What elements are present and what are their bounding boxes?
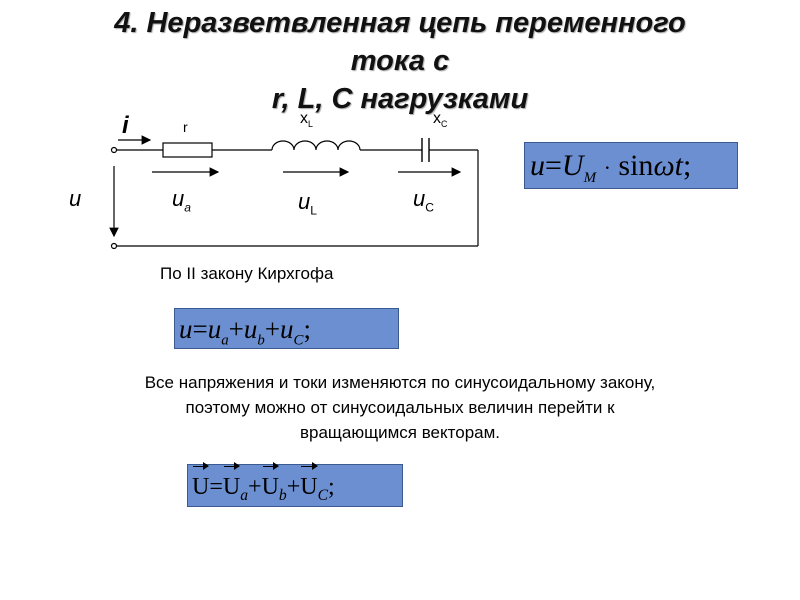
current-label: i [122, 112, 129, 139]
f2-u3: u [280, 314, 294, 344]
f2-s3: C [293, 332, 304, 349]
formula-vectors [187, 464, 403, 507]
f1-t: t [674, 149, 683, 182]
explanation-paragraph [30, 370, 770, 445]
terminal-bottom [112, 244, 117, 249]
f1-sin: sin [618, 149, 654, 182]
f3-end: ; [328, 474, 335, 500]
paragraph-line-1: Все напряжения и токи изменяются по синусоидальному закону, [144, 373, 656, 392]
f1-eq: = [545, 149, 562, 182]
inductor-label-main: x [300, 110, 308, 127]
f2-end: ; [303, 314, 311, 344]
f2-u1: u [207, 314, 222, 344]
f1-dot: · [603, 155, 611, 180]
resistor [163, 143, 212, 157]
f3-eq: = [209, 474, 223, 500]
voltage-a-label [172, 186, 191, 214]
inductor-label-sub: L [308, 119, 313, 130]
f1-u: u [530, 149, 545, 182]
title-line-3: r, L, C нагрузками [271, 83, 529, 115]
voltage-L-main: u [298, 189, 311, 214]
voltage-L-sub: L [310, 203, 317, 218]
f3-vec-U: U [192, 465, 209, 509]
f1-Usub: M [583, 170, 597, 186]
f1-end: ; [682, 149, 692, 182]
voltage-C-sub: C [425, 200, 434, 215]
paragraph-line-3: вращающимся векторам. [299, 423, 501, 442]
f2-plus1: + [228, 314, 244, 344]
voltage-a-sub: a [184, 200, 191, 215]
voltage-L-label [298, 189, 317, 217]
f2-s1: a [221, 332, 229, 349]
f2-plus2: + [264, 314, 281, 344]
capacitor-label-sub: C [441, 119, 448, 130]
title-line-1: 4. Неразветвленная цепь переменного [114, 7, 686, 39]
f3-vec-U2: U [262, 465, 279, 509]
f3-s2: b [278, 486, 287, 504]
f1-U: U [561, 149, 584, 182]
f2-s2: b [257, 332, 265, 349]
f3-s3: C [317, 486, 329, 504]
formula-kirchhoff [174, 308, 399, 349]
voltage-C-label [413, 186, 434, 214]
f1-omega: ω [653, 149, 675, 182]
f2-u: u [179, 314, 193, 344]
source-voltage-label: u [69, 186, 82, 211]
capacitor-label-main: x [433, 110, 441, 127]
f3-vec-U1: U [223, 465, 240, 509]
paragraph-line-2: поэтому можно от синусоидальных величин перейти к [185, 398, 615, 417]
f2-u2: u [243, 314, 258, 344]
f3-plus1: + [248, 474, 262, 500]
kirchhoff-caption: По II закону Кирхгофа [160, 264, 334, 283]
inductor [272, 141, 360, 150]
f3-plus2: + [286, 474, 301, 500]
formula-source-voltage [524, 142, 738, 189]
f3-s1: a [240, 486, 249, 504]
f3-vec-U3: U [300, 465, 317, 509]
title-line-2: тока с [350, 45, 450, 77]
f2-eq: = [192, 314, 208, 344]
capacitor-label [433, 110, 447, 129]
terminal-top [112, 148, 117, 153]
voltage-a-main: u [172, 186, 185, 211]
resistor-label: r [183, 119, 188, 135]
inductor-label [300, 110, 313, 129]
voltage-C-main: u [413, 186, 426, 211]
